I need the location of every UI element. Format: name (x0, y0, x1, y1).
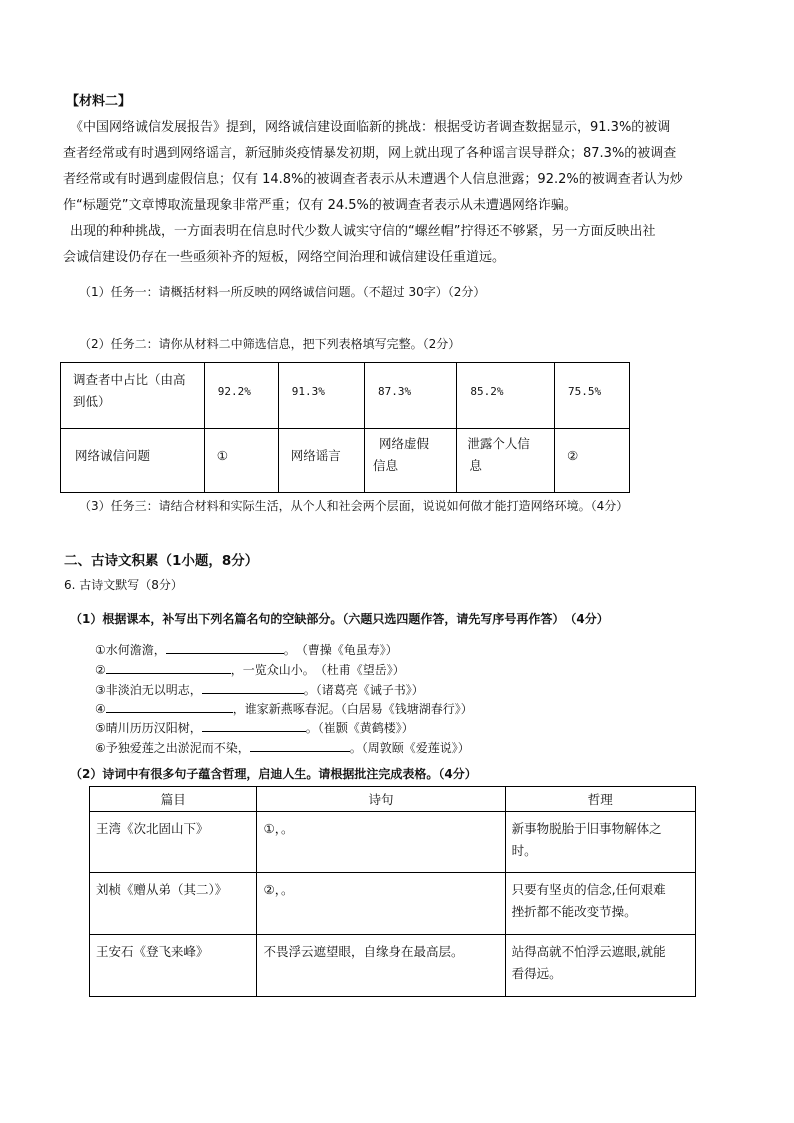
answer-blank[interactable] (202, 718, 306, 732)
answer-blank[interactable] (106, 699, 233, 713)
task-one: （1）任务一：请概括材料一所反映的网络诚信问题。（不超过 30字）（2分） (79, 285, 486, 299)
material-line: 《中国网络诚信发展报告》提到，网络诚信建设面临新的挑战：根据受访者调查数据显示，91.3%的被调 (70, 120, 671, 135)
answer-blank[interactable] (250, 738, 350, 752)
task-three: （3）任务三：请结合材料和实际生活，从个人和社会两个层面，说说如何做才能打造网络环境。（4分） (79, 499, 629, 513)
table-cell: 75.5% (554, 363, 629, 429)
table-row (90, 935, 696, 997)
blank-item: ⑤晴川历历汉阳树， 。（崔颢《黄鹤楼》） (95, 718, 414, 738)
subquestion-one: （1）根据课本，补写出下列名篇名句的空缺部分。（六题只选四题作答，请先写序号再作答） （4分） (70, 612, 609, 626)
section-title: 二、古诗文积累（1小题，8分） (64, 553, 259, 569)
column-header: 篇目 (90, 787, 257, 812)
table-row (90, 812, 696, 873)
task-two: （2）任务二：请你从材料二中筛选信息，把下列表格填写完整。（2分） (79, 337, 461, 351)
blank-item: ④ ，谁家新燕啄春泥。（白居易《钱塘湖春行》） (95, 699, 473, 719)
philosophy-cell: 只要有坚贞的信念,任何艰难 挫折都不能改变节操。 (505, 873, 695, 935)
table-cell: 泄露个人信 息 (457, 429, 555, 493)
survey-table (60, 362, 630, 493)
table-cell: ② (554, 429, 629, 493)
table-cell: 92.2% (204, 363, 278, 429)
poem-title: 王湾《次北固山下》 (90, 812, 257, 873)
header-text: 到低） (73, 394, 111, 409)
verse-cell[interactable]: ②，。 (257, 873, 505, 935)
blank-item: ③非淡泊无以明志， 。（诸葛亮《诫子书》） (95, 680, 424, 700)
poem-title: 王安石《登飞来峰》 (90, 935, 257, 997)
table-cell: 91.3% (278, 363, 364, 429)
table-cell: 网络虚假 信息 (364, 429, 456, 493)
column-header: 诗句 (257, 787, 505, 812)
material-line: 查者经常或有时遇到网络谣言，新冠肺炎疫情暴发初期，网上就出现了各种谣言误导群众；87.3%的被调查 (63, 146, 677, 161)
answer-blank[interactable] (106, 660, 231, 674)
table-cell: 87.3% (364, 363, 456, 429)
philosophy-cell: 站得高就不怕浮云遮眼,就能 看得远。 (505, 935, 695, 997)
table-row-header (61, 363, 205, 429)
philosophy-cell: 新事物脱胎于旧事物解体之 时。 (505, 812, 695, 873)
column-header: 哲理 (505, 787, 695, 812)
answer-blank[interactable] (202, 680, 304, 694)
table-row-header: 网络诚信问题 (61, 429, 205, 493)
table-cell: 网络谣言 (278, 429, 364, 493)
header-text: 调查者中占比（由高 (73, 372, 186, 387)
poetry-table (89, 786, 696, 997)
table-cell: 85.2% (457, 363, 555, 429)
table-cell: ① (204, 429, 278, 493)
verse-cell: 不畏浮云遮望眼，自缘身在最高层。 (257, 935, 505, 997)
material-line: 出现的种种挑战，一方面表明在信息时代少数人诚实守信的“螺丝帽”拧得还不够紧，另一方面反映出社 (70, 224, 656, 239)
answer-blank[interactable] (166, 640, 284, 654)
blank-item: ② ，一览众山小。 （杜甫《望岳》） (95, 660, 405, 680)
poem-title: 刘桢《赠从弟（其二）》 (90, 873, 257, 935)
material-line: 作“标题党”文章博取流量现象非常严重；仅有 24.5%的被调查者表示从未遭遇网络诈骗。 (63, 198, 577, 213)
material-line: 会诚信建设仍存在一些亟须补齐的短板，网络空间治理和诚信建设任重道远。 (63, 250, 506, 265)
verse-cell[interactable]: ①，。 (257, 812, 505, 873)
blank-item: ⑥予独爱莲之出淤泥而不染， 。（周敦颐《爱莲说》） (95, 738, 470, 758)
table-row (90, 873, 696, 935)
material-heading: 【材料二】 (66, 94, 132, 109)
subquestion-two: （2）诗词中有很多句子蕴含哲理，启迪人生。请根据批注完成表格。（4分） (70, 767, 477, 781)
material-line: 者经常或有时遇到虚假信息；仅有 14.8%的被调查者表示从未遭遇个人信息泄露；92.2%的被调查者认为炒 (63, 172, 683, 187)
blank-item: ①水何澹澹， 。 （曹操《龟虽寿》） (95, 640, 398, 660)
question-six: 6. 古诗文默写（8分） (64, 578, 183, 592)
